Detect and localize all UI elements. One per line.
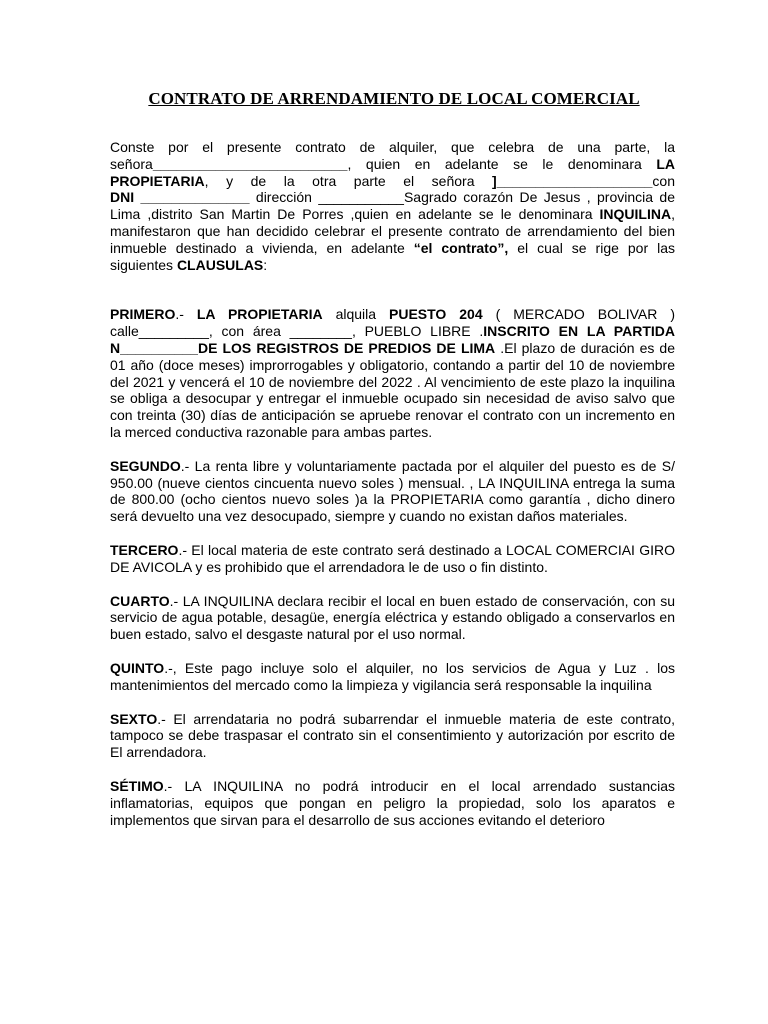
- clause-text: .-: [175, 306, 197, 323]
- intro-text: :: [263, 256, 268, 273]
- clause-sexto: [110, 711, 675, 761]
- clause-segundo: [110, 458, 675, 525]
- document-body: [110, 139, 675, 828]
- clause-label: SEXTO: [110, 710, 158, 727]
- clause-label: SEGUNDO: [110, 457, 181, 474]
- clause-text: .- LA INQUILINA no podrá introducir en el local arrendado sustancias inflamatorias, equipos que pongan en peligro la propiedad, solo los aparatos e implementos que sirvan para el desarrollo de sus acciones evitando el deterioro: [110, 777, 675, 828]
- tenant-name-blank: ]____________________: [492, 172, 653, 189]
- clause-text: .- La renta libre y voluntariamente pactada por el alquiler del puesto es de S/ 950.00 (nueve cientos cincuenta nuevo soles ) mensual. , LA INQUILINA entrega la suma de 800.00 (ocho cientos nuevo soles )a la PROPIETARIA como garantía , dicho dinero será devuelto una vez desocupado, siempre y cuando no existan daños materiales.: [110, 457, 675, 525]
- stall-number: PUESTO 204: [389, 306, 483, 323]
- contract-term: “el contrato”,: [413, 239, 509, 256]
- owner-term: LA PROPIETARIA: [110, 155, 675, 189]
- intro-text: dirección ___________Sagrado corazón De Jesus , provincia de Lima ,distrito San Martin De Porres ,quien en adelante se le denominara: [110, 189, 675, 223]
- intro-text: con: [652, 172, 675, 189]
- intro-paragraph: [110, 139, 675, 273]
- clause-label: SÉTIMO: [110, 777, 164, 794]
- clause-cuarto: [110, 593, 675, 643]
- clauses-term: CLAUSULAS: [176, 256, 264, 273]
- clause-setimo: [110, 778, 675, 828]
- document-title: CONTRATO DE ARRENDAMIENTO DE LOCAL COMERCIAL: [148, 89, 640, 108]
- clause-text: .- El local materia de este contrato será destinado a LOCAL COMERCIAI GIRO DE AVICOLA y es prohibido que el arrendadora le de uso o fin distinto.: [110, 541, 675, 575]
- intro-text: el cual se rige por las siguientes: [110, 239, 675, 273]
- dni-blank: DNI ______________: [110, 189, 250, 206]
- clause-label: QUINTO: [110, 659, 165, 676]
- clause-text: .- El arrendataria no podrá subarrendar el inmueble materia de este contrato, tampoco se debe traspasar el contrato sin el consentimiento y autorización por escrito de El arrendadora.: [110, 710, 675, 761]
- owner-term: LA PROPIETARIA: [196, 306, 323, 323]
- tenant-term: INQUILINA: [599, 206, 672, 223]
- clause-text: .-, Este pago incluye solo el alquiler, no los servicios de Agua y Luz . los mantenimientos del mercado como la limpieza y vigilancia será responsable la inquilina: [110, 659, 675, 693]
- intro-text: , quien en adelante se le denominara: [347, 155, 657, 172]
- intro-text: , manifestaron que han decidido celebrar el presente contrato de arrendamiento del bien inmueble destinado a vivienda, en adelante: [110, 206, 675, 256]
- registry-text: INSCRITO EN LA PARTIDA N__________DE LOS REGISTROS DE PREDIOS DE LIMA: [110, 323, 675, 356]
- clause-text: ( MERCADO BOLIVAR ) calle_________, con área ________, PUEBLO LIBRE .: [110, 306, 676, 340]
- clause-primero: [110, 306, 675, 440]
- owner-name-blank: _________________________: [152, 155, 348, 172]
- clause-text: .El plazo de duración es de 01 año (doce meses) improrrogables y obligatorio, contando a partir del 10 de noviembre del 2021 y vencerá el 10 de noviembre del 2022 . Al vencimiento de este plazo la inquilina se obliga a desocupar y entregar el inmueble ocupado sin necesidad de aviso salvo que con treinta (30) días de anticipación se apruebe renovar el contrato con un incremento en la merced conductiva razonable para ambas partes.: [110, 339, 675, 440]
- clause-label: TERCERO: [110, 541, 179, 558]
- clause-label: PRIMERO: [110, 306, 176, 323]
- clause-text: alquila: [322, 306, 389, 323]
- clause-label: CUARTO: [110, 592, 170, 609]
- clause-tercero: [110, 542, 675, 576]
- intro-text: , y de la otra parte el señora: [204, 172, 493, 189]
- clause-quinto: [110, 660, 675, 694]
- clause-text: .- LA INQUILINA declara recibir el local en buen estado de conservación, con su servicio de agua potable, desagüe, energía eléctrica y estando obligado a conservarlos en buen estado, salvo el desgaste natural por el uso normal.: [110, 592, 675, 643]
- intro-text: Conste por el presente contrato de alquiler, que celebra de una parte, la señora: [110, 139, 675, 172]
